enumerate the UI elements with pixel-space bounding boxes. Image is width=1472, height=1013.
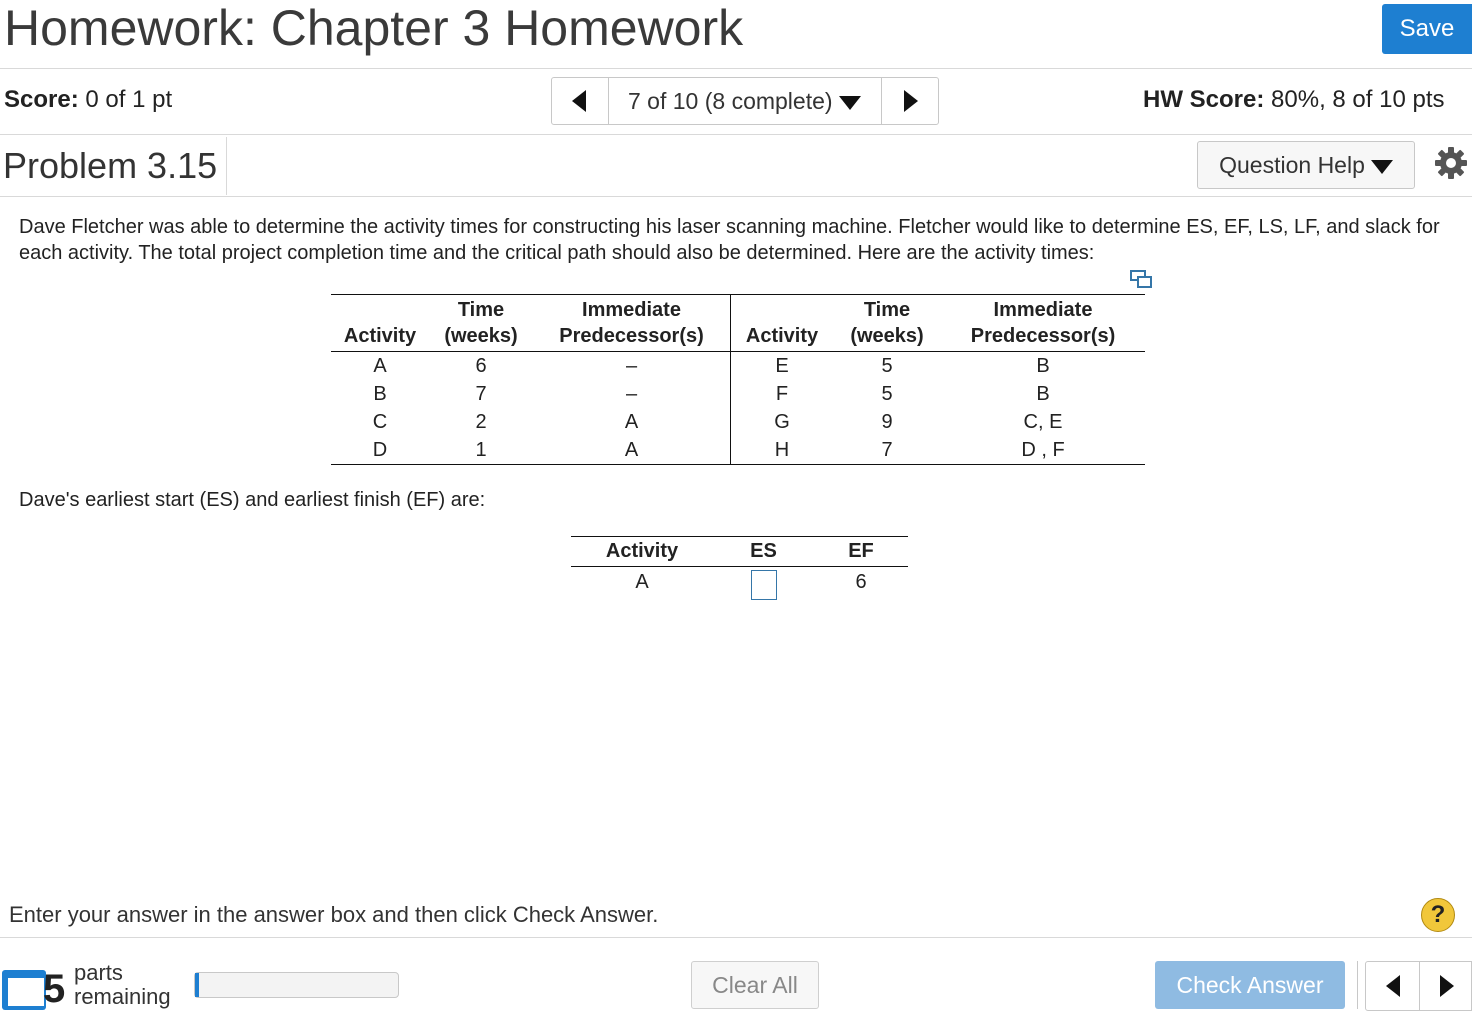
help-icon[interactable]: ? <box>1421 898 1455 932</box>
problem-title: Problem 3.15 <box>3 145 218 186</box>
hw-score-display <box>1143 86 1444 114</box>
expand-icon[interactable] <box>1130 270 1152 288</box>
score-value: 0 of 1 pt <box>85 86 173 113</box>
cell-activity: C <box>372 411 388 433</box>
parts-progress-bar <box>194 972 399 998</box>
divider <box>226 137 227 195</box>
left-arrow-icon <box>1386 975 1400 997</box>
cell-time: 1 <box>475 439 487 461</box>
right-arrow-icon <box>1440 975 1454 997</box>
clear-all-button[interactable]: Clear All <box>691 961 819 1009</box>
cell-time: 2 <box>475 411 487 433</box>
right-arrow-icon <box>904 90 918 112</box>
col-activity: Activity <box>343 325 417 347</box>
cell-activity: G <box>774 411 790 433</box>
gear-icon[interactable] <box>1434 146 1468 180</box>
col-es: ES <box>750 540 777 562</box>
progress-fill <box>195 973 199 997</box>
problem-statement: Dave Fletcher was able to determine the activity times for constructing his laser scanning machine. Fletcher would like to determine ES, EF, LS, LF, and slack for each activity. The total project completion time and the critical path should also be determined. Here are the activity times: <box>19 216 1440 264</box>
previous-question-button[interactable] <box>552 78 609 124</box>
parts-icon <box>0 964 66 1012</box>
footer-navigator <box>1365 961 1472 1011</box>
next-question-button[interactable] <box>881 78 938 124</box>
col-activity: Activity <box>605 540 679 562</box>
col-time: Time (weeks) <box>444 299 518 347</box>
es-answer-input[interactable] <box>751 570 777 600</box>
question-help-label: Question Help <box>1219 152 1365 178</box>
dropdown-icon <box>1371 160 1393 174</box>
cell-activity: F <box>775 383 789 405</box>
cell-es <box>713 567 814 601</box>
cell-time: 7 <box>475 383 487 405</box>
table-row <box>331 380 1145 408</box>
dropdown-icon <box>839 96 861 110</box>
divider <box>0 134 1472 135</box>
parts-count: 5 <box>43 967 66 1011</box>
cell-activity: D <box>372 439 388 461</box>
table-row <box>571 567 908 601</box>
cell-predecessors: D , F <box>1021 439 1065 461</box>
cell-predecessors: A <box>533 408 731 436</box>
answer-instructions: Enter your answer in the answer box and then click Check Answer. <box>9 902 659 927</box>
parts-remaining-label: parts remaining <box>74 960 171 1009</box>
cell-predecessors: – <box>533 352 731 381</box>
score-label: Score: <box>4 86 79 113</box>
cell-activity: H <box>774 439 790 461</box>
activity-times-table <box>331 294 1145 465</box>
cell-predecessors: A <box>533 436 731 465</box>
table-row <box>331 436 1145 465</box>
es-ef-table <box>571 536 908 600</box>
divider <box>0 68 1472 69</box>
save-button[interactable]: Save <box>1382 4 1472 54</box>
table-header-row <box>571 537 908 567</box>
cell-activity: B <box>373 383 387 405</box>
col-predecessors: Immediate Predecessor(s) <box>533 295 731 352</box>
question-help-button[interactable] <box>1197 141 1415 189</box>
col-time: Time (weeks) <box>850 299 924 347</box>
cell-predecessors: C, E <box>1023 411 1063 433</box>
cell-activity: A <box>635 571 649 593</box>
table-row <box>331 408 1145 436</box>
score-display <box>4 86 172 114</box>
previous-question-button[interactable] <box>1366 962 1420 1010</box>
question-selector-label: 7 of 10 (8 complete) <box>628 88 833 114</box>
cell-predecessors: B <box>1036 383 1050 405</box>
divider <box>0 937 1472 938</box>
col-ef: EF <box>848 540 874 562</box>
question-selector[interactable] <box>628 88 861 115</box>
cell-predecessors: B <box>1036 355 1050 377</box>
cell-time: 7 <box>881 439 893 461</box>
col-predecessors: Immediate Predecessor(s) <box>970 299 1116 347</box>
homework-title: Homework: Chapter 3 Homework <box>4 0 744 56</box>
question-navigator <box>551 77 939 125</box>
divider <box>1357 961 1358 1009</box>
cell-activity: E <box>775 355 789 377</box>
check-answer-button[interactable]: Check Answer <box>1155 961 1345 1009</box>
cell-activity: A <box>373 355 387 377</box>
cell-time: 5 <box>881 383 893 405</box>
cell-time: 6 <box>475 355 487 377</box>
hw-score-value: 80%, 8 of 10 pts <box>1271 86 1445 113</box>
left-arrow-icon <box>572 90 586 112</box>
cell-time: 9 <box>881 411 893 433</box>
col-activity: Activity <box>745 325 819 347</box>
hw-score-label: HW Score: <box>1143 86 1265 113</box>
divider <box>0 196 1472 197</box>
cell-predecessors: – <box>533 380 731 408</box>
cell-ef: 6 <box>855 571 867 593</box>
table-row <box>331 352 1145 381</box>
es-ef-prompt: Dave's earliest start (ES) and earliest finish (EF) are: <box>19 489 486 511</box>
table-header-row <box>331 295 1145 352</box>
next-question-button[interactable] <box>1420 962 1472 1010</box>
cell-time: 5 <box>881 355 893 377</box>
